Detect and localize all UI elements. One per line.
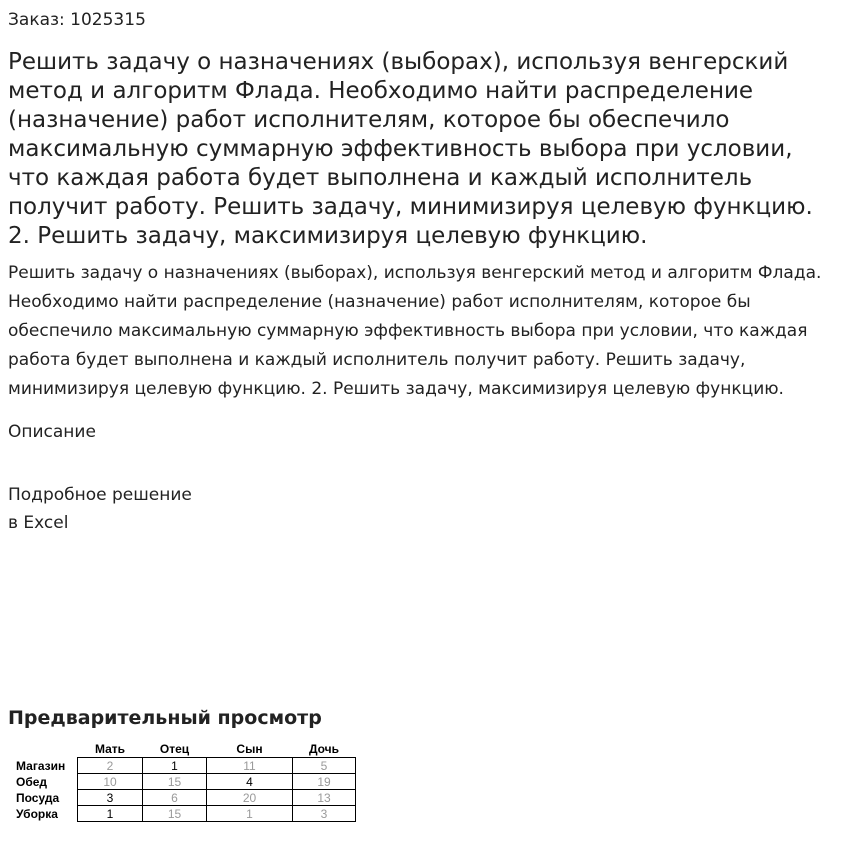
table-cell: 4	[207, 774, 293, 790]
row-label: Обед	[16, 774, 48, 789]
row-label: Магазин	[16, 758, 66, 773]
table-row	[16, 774, 356, 790]
table-cell: 2	[78, 758, 143, 774]
order-number: Заказ: 1025315	[8, 10, 146, 30]
preview-column-header: Отец	[159, 742, 190, 756]
table-cell: 3	[78, 790, 143, 806]
table-cell: 6	[143, 790, 207, 806]
table-cell: 10	[78, 774, 143, 790]
description-line: Подробное решение	[8, 485, 192, 505]
table-cell: 3	[293, 806, 356, 822]
preview-header-row	[16, 741, 356, 758]
table-cell: 11	[207, 758, 293, 774]
table-cell: 1	[143, 758, 207, 774]
description-body	[8, 481, 839, 537]
table-cell: 15	[143, 806, 207, 822]
preview-column-header: Мать	[94, 742, 126, 756]
order-page	[8, 8, 839, 537]
table-cell: 15	[143, 774, 207, 790]
description-line: в Excel	[8, 513, 69, 533]
table-row	[16, 758, 356, 774]
preview-column-header: Сын	[236, 742, 263, 756]
table-cell: 5	[293, 758, 356, 774]
table-cell: 13	[293, 790, 356, 806]
row-label: Посуда	[16, 790, 60, 805]
row-label: Уборка	[16, 806, 58, 821]
table-cell: 20	[207, 790, 293, 806]
table-cell: 19	[293, 774, 356, 790]
preview-column-header: Дочь	[308, 742, 340, 756]
description-label: Описание	[8, 422, 96, 442]
preview-table	[16, 741, 356, 822]
table-cell: 1	[78, 806, 143, 822]
task-description: Решить задачу о назначениях (выборах), используя венгерский метод и алгоритм Флада. Необходимо найти распределение (назначение) работ исполнителям, которое бы обеспечило максимальную суммарную эффективность выбора при условии, что каждая работа будет выполнена и каждый исполнитель получит работу. Решить задачу, минимизируя целевую функцию. 2. Решить задачу, максимизируя целевую функцию.	[8, 263, 822, 399]
table-cell: 1	[207, 806, 293, 822]
task-title: Решить задачу о назначениях (выборах), используя венгерский метод и алгоритм Флада. Необходимо найти распределение (назначение) работ исполнителям, которое бы обеспечило максимальную суммарную эффективность выбора при условии, что каждая работа будет выполнена и каждый исполнитель получит работу. Решить задачу, минимизируя целевую функцию. 2. Решить задачу, максимизируя целевую функцию.	[8, 49, 813, 249]
table-row	[16, 790, 356, 806]
table-row	[16, 806, 356, 822]
preview-heading: Предварительный просмотр	[8, 707, 322, 729]
preview-corner	[16, 741, 78, 758]
